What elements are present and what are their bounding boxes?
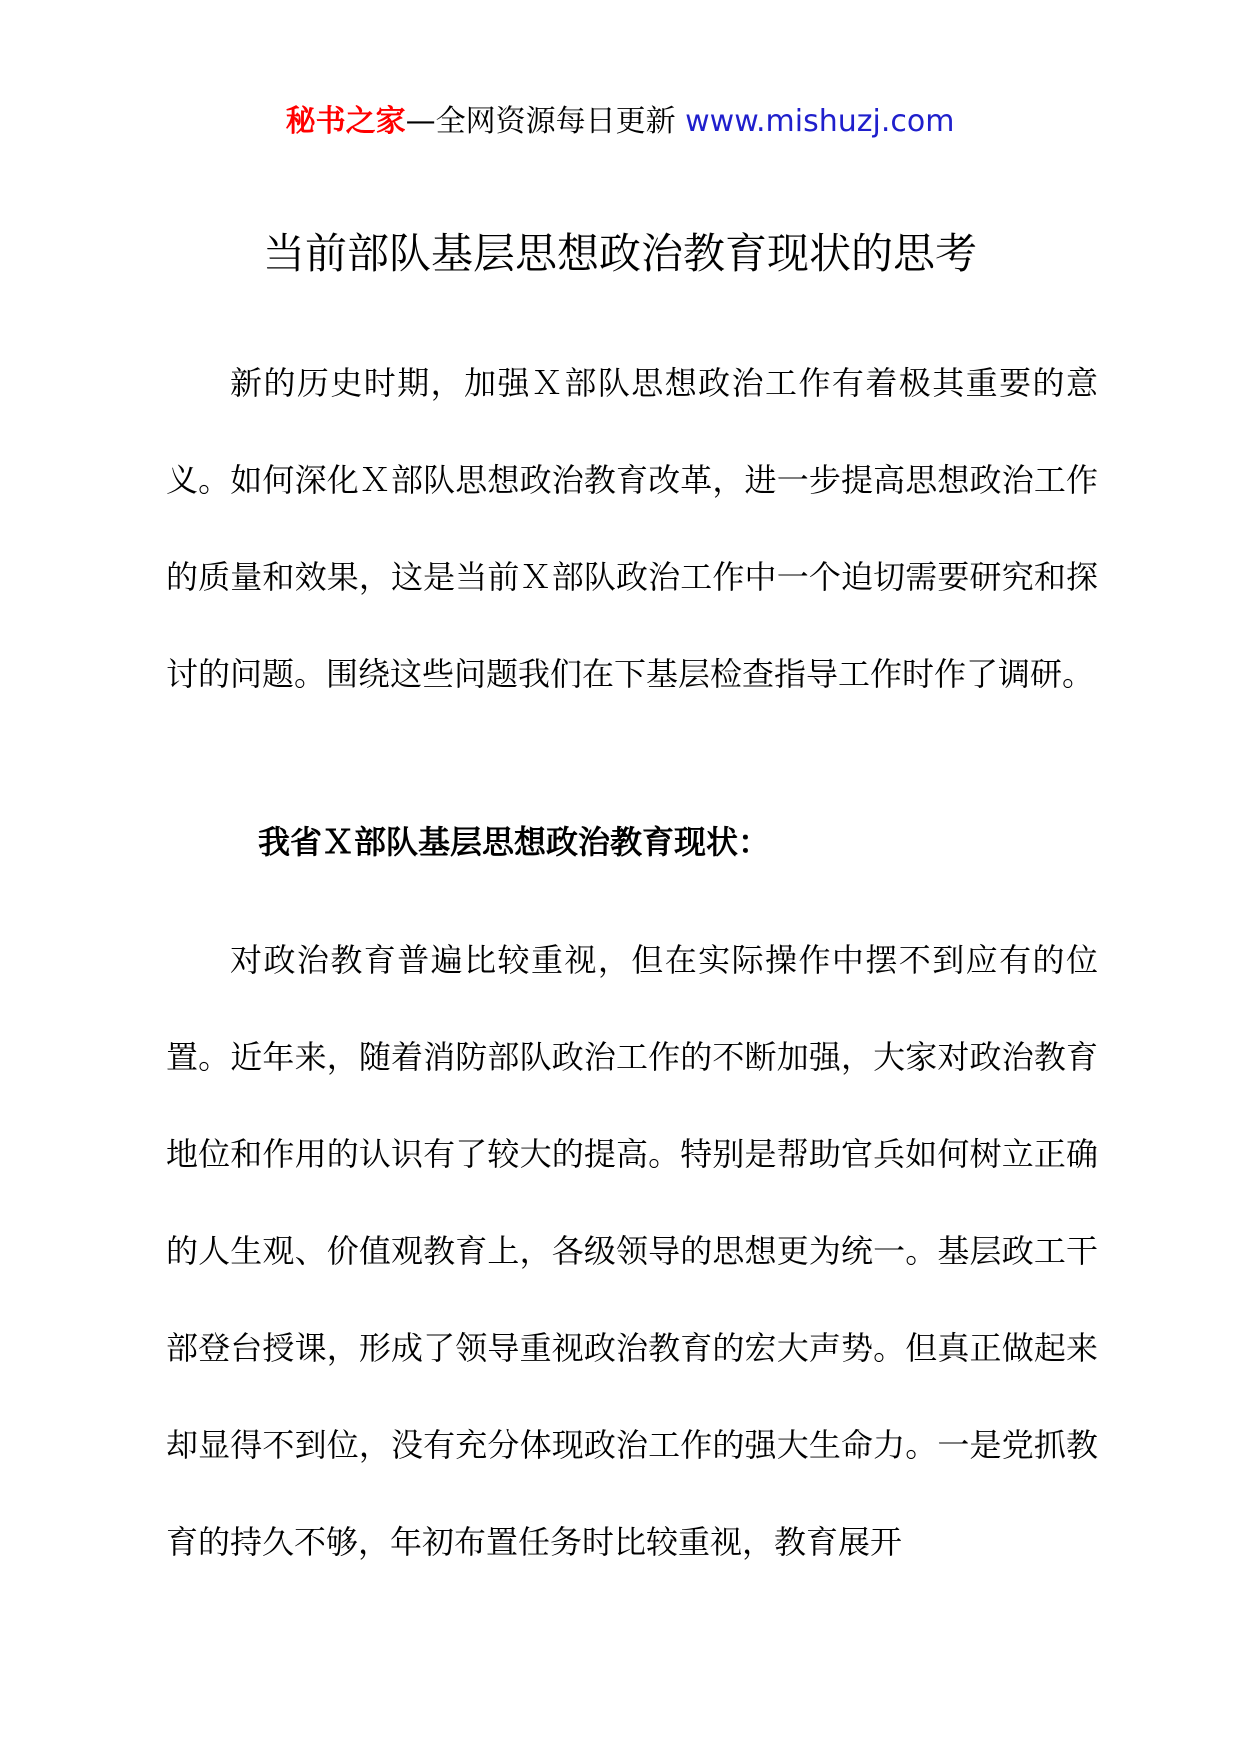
status-section [166,912,1098,1591]
site-header [0,100,1240,144]
status-paragraph: 对政治教育普遍比较重视，但在实际操作中摆不到应有的位置。近年来，随着消防部队政治工作的不断加强，大家对政治教育地位和作用的认识有了较大的提高。特别是帮助官兵如何树立正确的人生观、价值观教育上，各级领导的思想更为统一。基层政工干部登台授课，形成了领导重视政治教育的宏大声势。但真正做起来却显得不到位，没有充分体现政治工作的强大生命力。一是党抓教育的持久不够，年初布置任务时比较重视，教育展开 [166,941,1098,1561]
section-heading: 我省Ｘ部队基层思想政治教育现状： [258,823,771,861]
document-title: 当前部队基层思想政治教育现状的思考 [262,229,977,278]
intro-paragraph: 新的历史时期，加强Ｘ部队思想政治工作有着极其重要的意义。如何深化Ｘ部队思想政治教育改革，进一步提高思想政治工作的质量和效果，这是当前Ｘ部队政治工作中一个迫切需要研究和探讨的问题。围绕这些问题我们在下基层检查指导工作时作了调研。 [166,364,1098,693]
site-tagline: —全网资源每日更新 [405,104,676,139]
site-brand: 秘书之家 [285,104,406,139]
intro-section [166,335,1098,723]
site-url-link[interactable]: www.mishuzj.com [685,104,955,139]
